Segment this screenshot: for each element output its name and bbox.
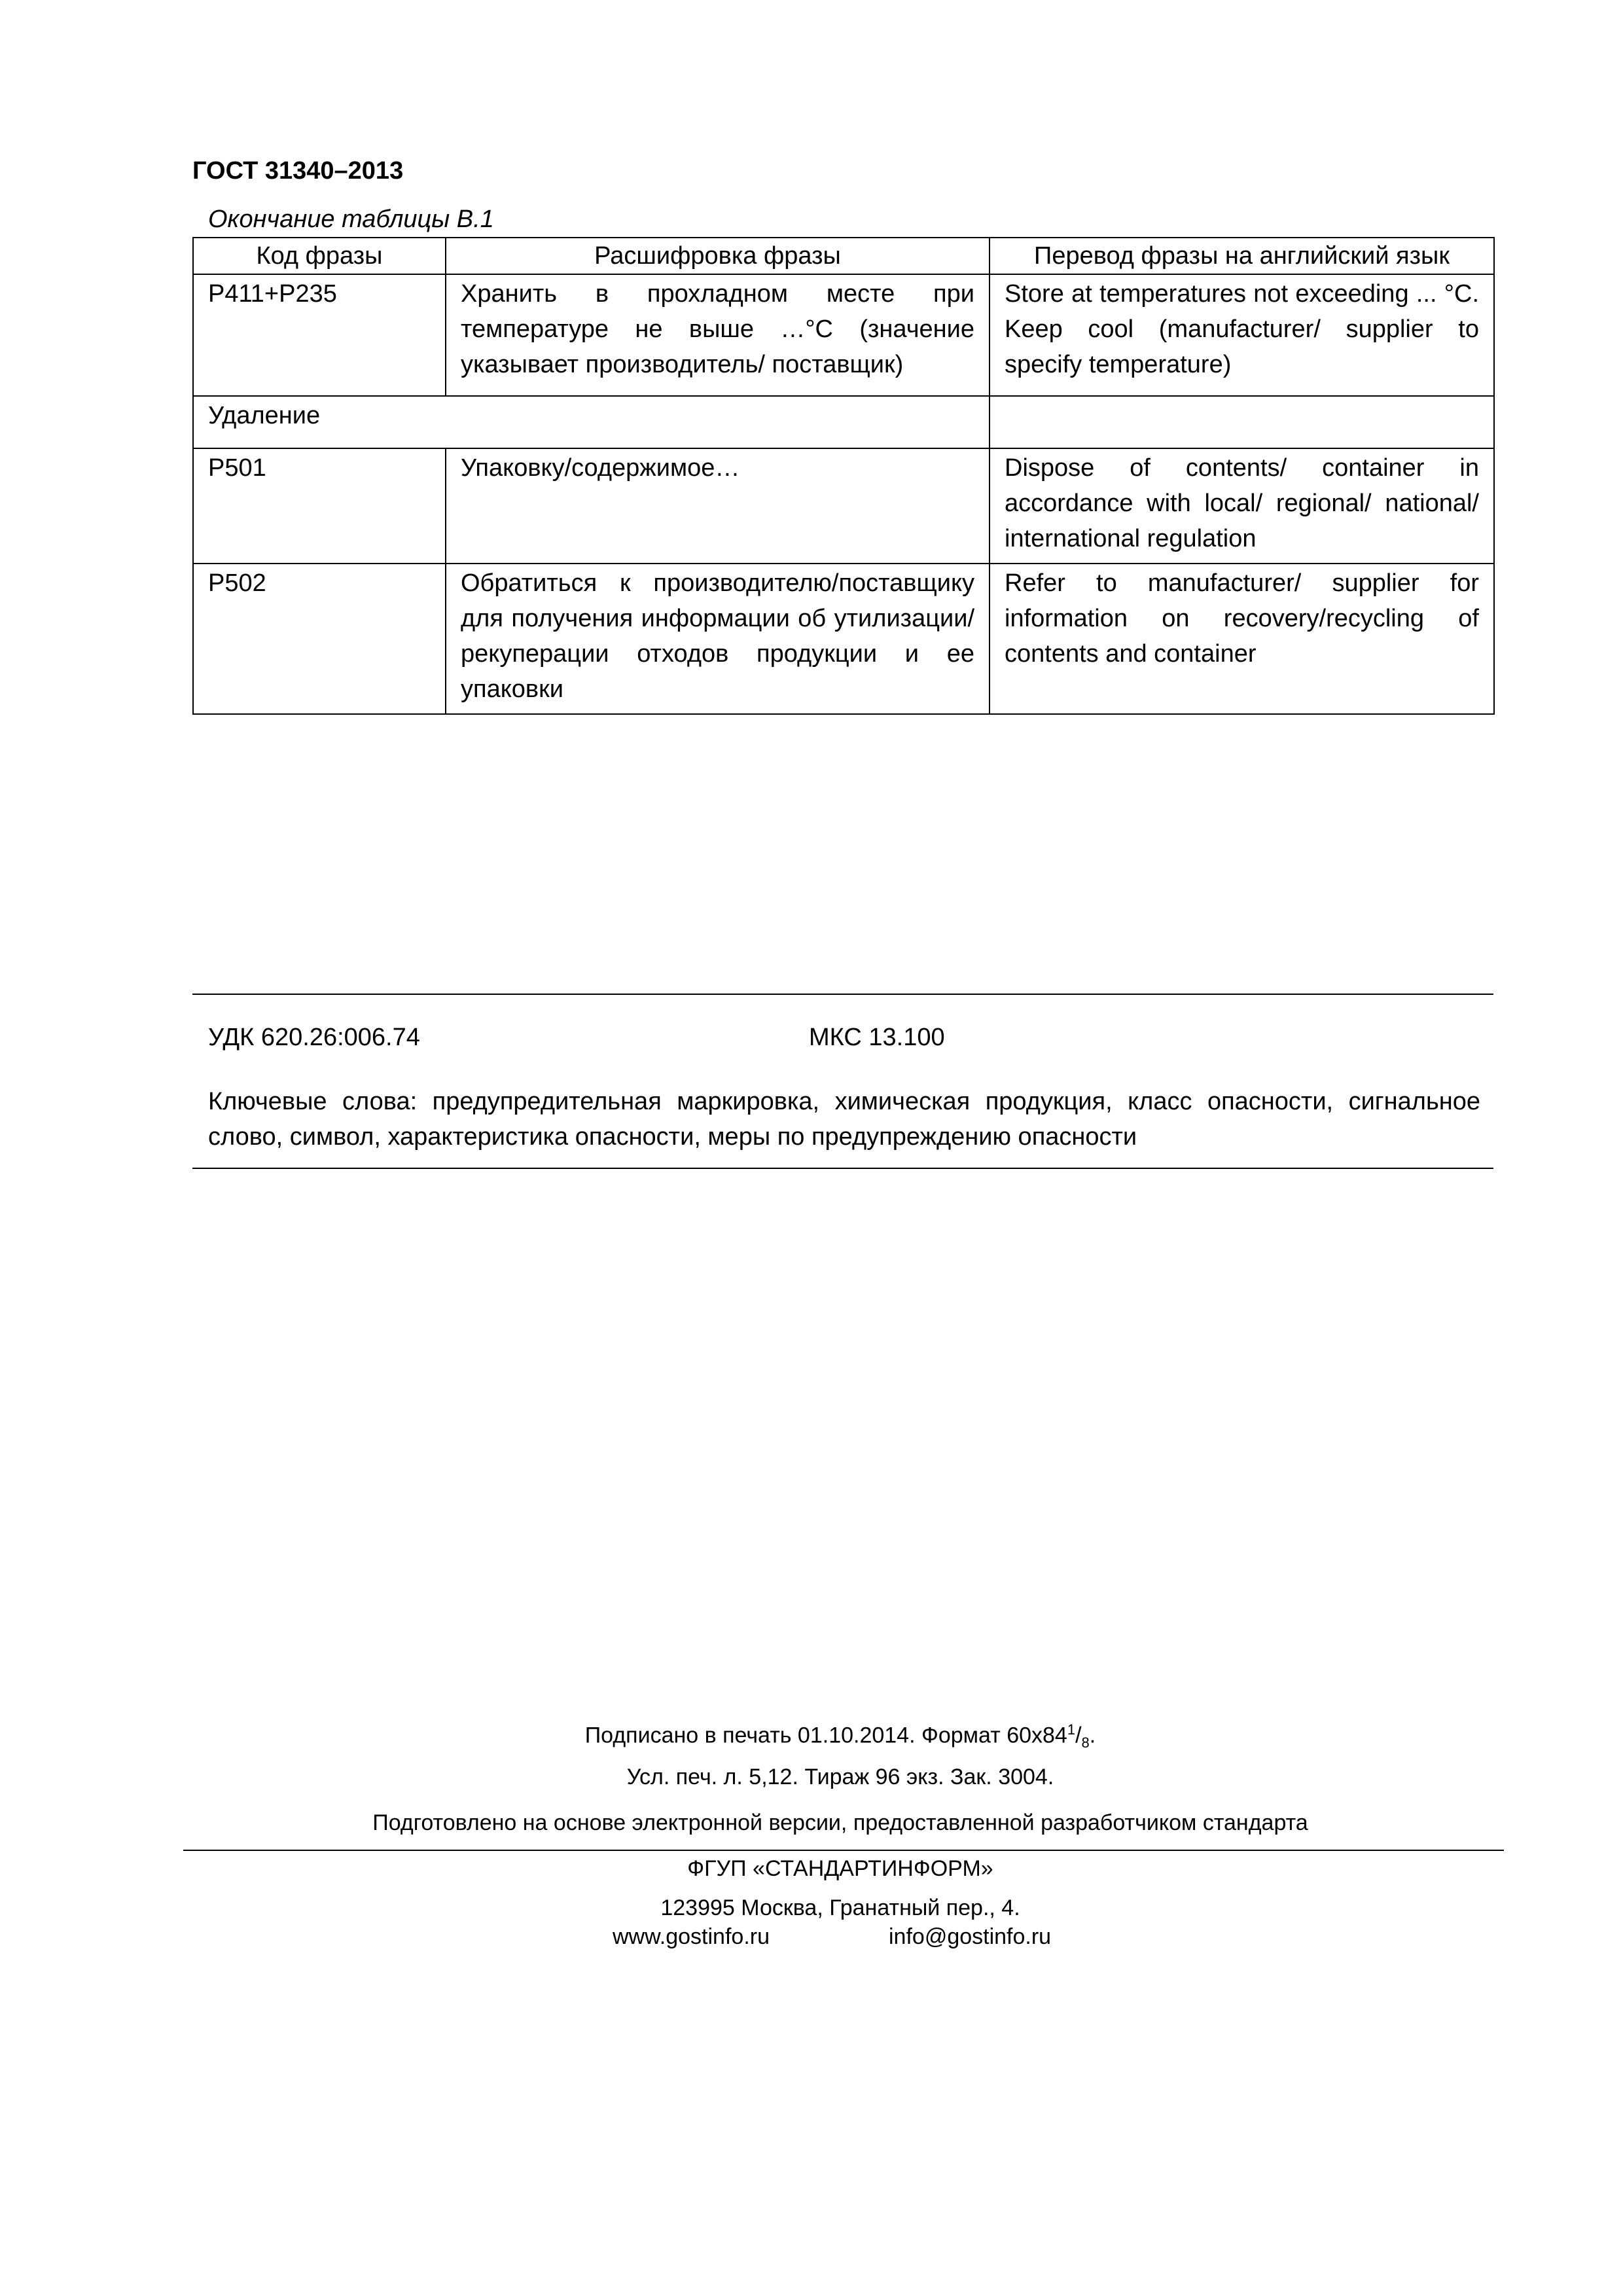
column-header-code: Код фразы	[193, 238, 446, 274]
standard-number: ГОСТ 31340–2013	[192, 157, 404, 185]
phrase-decoding-cell: Обратиться к производителю/поставщику для получения информации об утилизации/ рекуперации отходов продукции и ее упаковки	[446, 564, 990, 714]
email-link[interactable]: info@gostinfo.ru	[889, 1924, 1052, 1949]
phrase-translation-cell: Refer to manufacturer/ supplier for information on recovery/recycling of contents and container	[990, 564, 1494, 714]
table-row	[193, 448, 1494, 564]
signed-to-print: Подписано в печать 01.10.2014. Формат $60х84^1/_8$.	[584, 1721, 1096, 1751]
column-header-decoding: Расшифровка фразы	[446, 238, 990, 274]
signed-text: Подписано в печать 01.10.2014. Формат 60х84	[584, 1723, 1067, 1748]
phrase-code-cell: P501	[193, 448, 446, 564]
publisher-address: 123995 Москва, Гранатный пер., 4.	[660, 1895, 1020, 1920]
website-link[interactable]: www.gostinfo.ru	[613, 1924, 770, 1949]
classification-top-rule	[192, 994, 1493, 995]
table-row	[193, 564, 1494, 714]
section-empty-cell	[990, 396, 1494, 448]
phrase-code-cell: P411+P235	[193, 274, 446, 396]
phrase-translation-cell: Dispose of contents/ container in accordance with local/ regional/ national/ international regulation	[990, 448, 1494, 564]
udk-code: УДК 620.26:006.74	[208, 1024, 420, 1051]
phrase-code-cell: P502	[193, 564, 446, 714]
column-header-translation: Перевод фразы на английский язык	[990, 238, 1494, 274]
table-row	[193, 274, 1494, 396]
phrases-table	[192, 237, 1495, 715]
phrase-decoding-cell: Упаковку/содержимое…	[446, 448, 990, 564]
keywords: Ключевые слова: предупредительная маркировка, химическая продукция, класс опасности, сигнальное слово, символ, характеристика опасности, меры по предупреждению опасности	[208, 1088, 1480, 1151]
imprint-rule	[183, 1850, 1504, 1851]
table-header-row	[193, 238, 1494, 274]
table-section-row	[193, 396, 1494, 448]
publisher-name: ФГУП «СТАНДАРТИНФОРМ»	[687, 1856, 993, 1881]
phrase-decoding-cell: Хранить в прохладном месте при температуре не выше …°С (значение указывает производитель/ поставщик)	[446, 274, 990, 396]
prepared-note: Подготовлено на основе электронной версии, предоставленной разработчиком стандарта	[372, 1810, 1308, 1835]
format-denominator: 8	[1081, 1734, 1090, 1751]
format-end: .	[1089, 1723, 1096, 1748]
mks-code: МКС 13.100	[809, 1024, 945, 1051]
print-info: Усл. печ. л. 5,12. Тираж 96 экз. Зак. 3004.	[626, 1765, 1054, 1789]
section-title-cell: Удаление	[193, 396, 990, 448]
phrase-translation-cell: Store at temperatures not exceeding ... °C. Keep cool (manufacturer/ supplier to specify temperature)	[990, 274, 1494, 396]
table-caption: Окончание таблицы В.1	[208, 206, 494, 233]
format-numerator: 1	[1067, 1721, 1076, 1738]
classification-bottom-rule	[192, 1168, 1493, 1169]
